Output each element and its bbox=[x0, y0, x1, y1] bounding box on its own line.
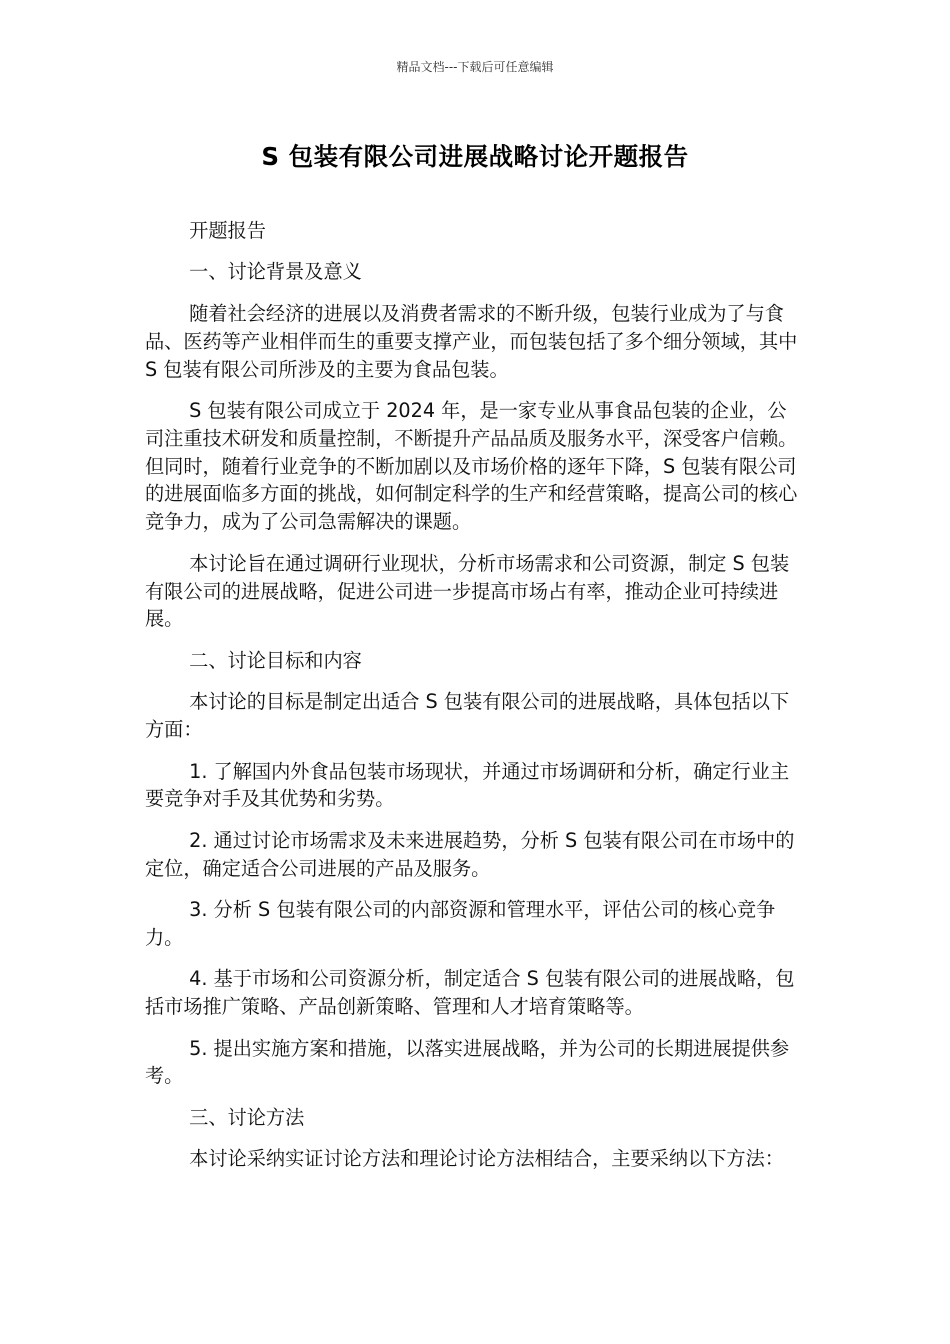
section-heading-background: 一、讨论背景及意义 bbox=[189, 260, 362, 284]
paragraph-background: 随着社会经济的进展以及消费者需求的不断升级，包装行业成为了与食品、医药等产业相伴而生的重要支撑产业，而包装包括了多个细分领域，其中 S 包装有限公司所涉及的主要为食品包装。 bbox=[145, 301, 798, 381]
list-item-objective-3: 3. 分析 S 包装有限公司的内部资源和管理水平，评估公司的核心竞争力。 bbox=[145, 898, 776, 949]
list-item-objective-4: 4. 基于市场和公司资源分析，制定适合 S 包装有限公司的进展战略，包括市场推广策略、产品创新策略、管理和人才培育策略等。 bbox=[145, 967, 795, 1019]
paragraph-proposal-label: 开题报告 bbox=[189, 219, 266, 242]
list-item-objective-5: 5. 提出实施方案和措施，以落实进展战略，并为公司的长期进展提供参考。 bbox=[145, 1036, 790, 1088]
paragraph-purpose: 本讨论旨在通过调研行业现状，分析市场需求和公司资源，制定 S 包装有限公司的进展战略，促进公司进一步提高市场占有率，推动企业可持续进展。 bbox=[145, 551, 790, 631]
section-heading-objectives: 二、讨论目标和内容 bbox=[189, 648, 362, 672]
list-item-objective-2: 2. 通过讨论市场需求及未来进展趋势，分析 S 包装有限公司在市场中的定位，确定适合公司进展的产品及服务。 bbox=[145, 828, 795, 880]
section-heading-methods: 三、讨论方法 bbox=[189, 1105, 305, 1129]
paragraph-objectives-intro: 本讨论的目标是制定出适合 S 包装有限公司的进展战略，具体包括以下方面： bbox=[145, 690, 790, 742]
page-header-note: 精品文档---下载后可任意编辑 bbox=[396, 60, 554, 74]
document-body bbox=[145, 217, 805, 1187]
document-title: S 包装有限公司进展战略讨论开题报告 bbox=[261, 142, 689, 171]
paragraph-company-intro: S 包装有限公司成立于 2024 年，是一家专业从事食品包装的企业，公司注重技术研发和质量控制，不断提升产品品质及服务水平，深受客户信赖。但同时，随着行业竞争的不断加剧以及市场价格的逐年下降，S 包装有限公司的进展面临多方面的挑战，如何制定科学的生产和经营策略，提高公司的核心竞争力，成为了公司急需解决的课题。 bbox=[145, 399, 798, 534]
paragraph-methods: 本讨论采纳实证讨论方法和理论讨论方法相结合，主要采纳以下方法： bbox=[189, 1147, 784, 1171]
list-item-objective-1: 1. 了解国内外食品包装市场现状，并通过市场调研和分析，确定行业主要竞争对手及其优势和劣势。 bbox=[145, 759, 790, 811]
